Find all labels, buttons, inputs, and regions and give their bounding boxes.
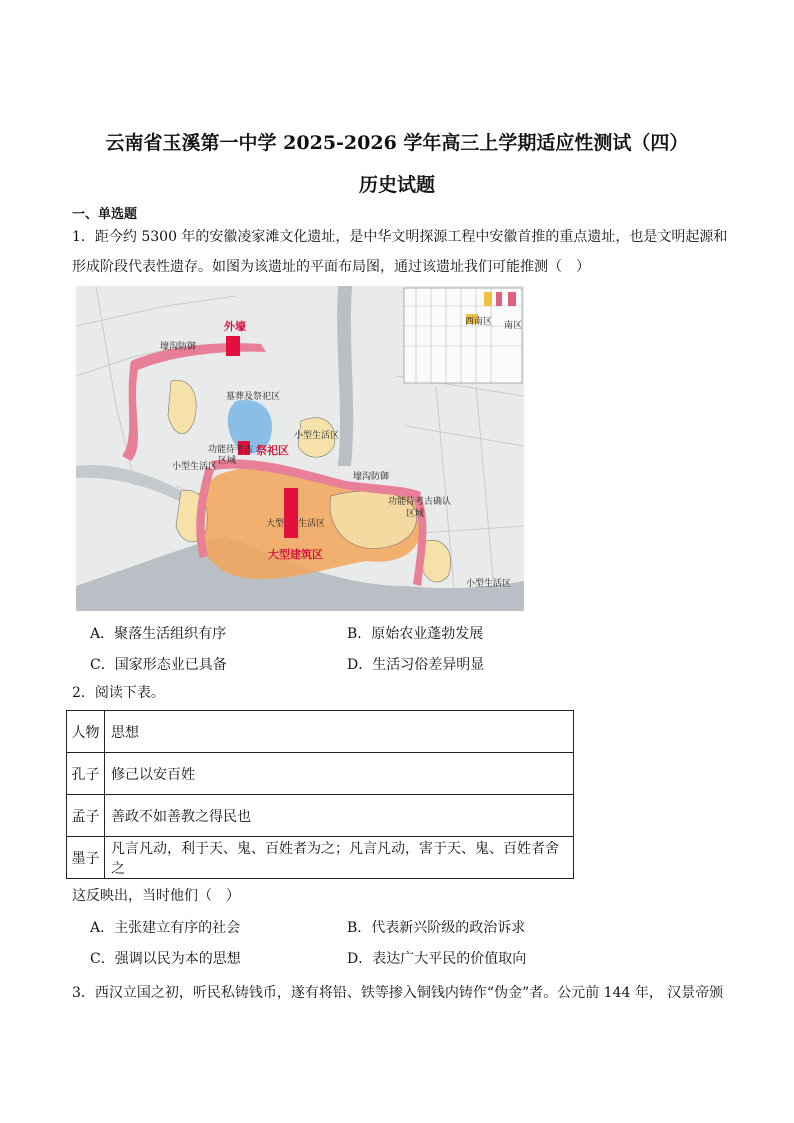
q1-option-b: B．原始农业蓬勃发展: [347, 626, 484, 642]
q1-option-a: A．聚落生活组织有序: [90, 626, 227, 642]
map-label-func-area-2b: 区域: [406, 509, 425, 519]
table-cell-thought: 凡言凡动，利于天、鬼、百姓者为之；凡言凡动，害于天、鬼、百姓者舍之: [105, 837, 574, 879]
question-2-intro: 2．阅读下表。: [72, 685, 165, 701]
table-cell-person: 孔子: [67, 753, 105, 795]
page-title: 云南省玉溪第一中学 2025-2026 学年高三上学期适应性测试（四）: [105, 132, 689, 154]
table-cell-person: 墨子: [67, 837, 105, 879]
q2-option-b: B．代表新兴阶级的政治诉求: [347, 920, 526, 936]
question-1-line-1: 1．距今约 5300 年的安徽凌家滩文化遗址，是中华文明探源工程中安徽首推的重点遗址，也是文明起源和: [72, 229, 728, 245]
map-label-outer-moat: 外壕: [224, 320, 246, 333]
section-heading: 一、单选题: [72, 207, 138, 222]
table-cell-person: 孟子: [67, 795, 105, 837]
table-header-cell: 思想: [105, 711, 574, 753]
page-subtitle: 历史试题: [358, 174, 435, 196]
inset-label-south: 南区: [504, 321, 523, 331]
table-header-cell: 人物: [67, 711, 105, 753]
question-2-followup: 这反映出，当时他们（ ）: [72, 888, 240, 904]
map-label-func-area-1: 功能待考古: [208, 445, 254, 455]
map-label-big-building: 大型建筑区: [268, 548, 323, 561]
map-label-small-living-1: 小型生活区: [294, 431, 340, 441]
thought-table: [66, 710, 574, 879]
map-label-big-living: 大型: [266, 519, 285, 529]
table-cell-thought: 修己以安百姓: [105, 753, 574, 795]
table-row: [67, 795, 574, 837]
site-layout-map: [76, 286, 524, 611]
q1-option-d: D．生活习俗差异明显: [347, 657, 485, 673]
table-cell-thought: 善政不如善教之得民也: [105, 795, 574, 837]
map-label-moat-defense-2: 壕沟防御: [353, 472, 390, 482]
map-label-tomb-area: 墓葬及祭祀区: [226, 392, 281, 402]
table-row: [67, 753, 574, 795]
q2-option-a: A．主张建立有序的社会: [90, 920, 241, 936]
table-row: [67, 837, 574, 879]
map-label-small-living-2: 小型生活区: [172, 462, 218, 472]
map-label-moat-defense-1: 壕沟防御: [160, 342, 197, 352]
inset-label-southwest: 西南区: [465, 317, 493, 327]
map-label-func-area-2: 功能待考古确认: [388, 497, 452, 507]
question-1-line-2: 形成阶段代表性遗存。如图为该遗址的平面布局图，通过该遗址我们可能推测（ ）: [72, 259, 590, 275]
map-label-small-living-3: 小型生活区: [466, 579, 512, 589]
q2-option-c: C．强调以民为本的思想: [90, 951, 241, 967]
q2-option-d: D．表达广大平民的价值取向: [347, 951, 527, 967]
map-label-big-living-b: 生活区: [298, 519, 326, 529]
table-header-row: [67, 711, 574, 753]
map-label-func-area-1b: 区域: [218, 456, 237, 466]
map-label-sacrifice: 祭祀区: [256, 444, 289, 457]
question-3-line-1: 3．西汉立国之初，听民私铸钱币，遂有将铅、铁等掺入铜钱内铸作“伪金”者。公元前 144 年， 汉景帝颁: [72, 985, 724, 1001]
q1-option-c: C．国家形态业已具备: [90, 657, 227, 673]
